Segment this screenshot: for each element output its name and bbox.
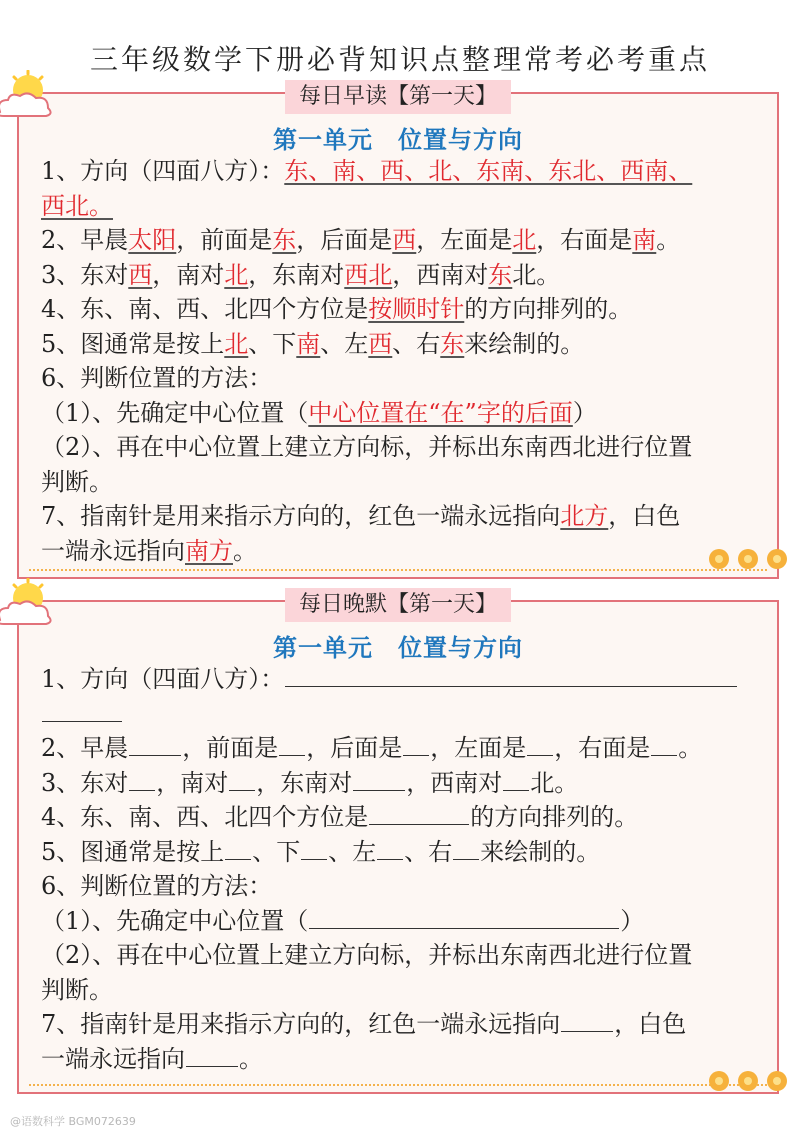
line-text: ） [572,398,597,427]
line-text: 、下 [248,329,297,358]
line-text: 、左 [320,329,369,358]
line-text: 。 [239,1044,263,1073]
line-text: ，白色 [614,1010,687,1038]
line-text: ，白色 [608,502,681,530]
fill-blank[interactable] [503,768,529,791]
fill-blank[interactable] [225,837,251,860]
line-text: （2）、再在中心位置上建立方向标，并标出东南西北进行位置 [41,941,693,969]
line-text: 。 [678,734,703,762]
answer-text: 北 [224,329,249,358]
line-text: （2）、再在中心位置上建立方向标，并标出东南西北进行位置 [41,433,693,461]
line-text: 3、东对 [41,260,129,289]
line-text: 北。 [530,768,579,797]
line-text: 6、判断位置的方法： [41,364,273,392]
text-line [41,766,766,801]
text-line [41,396,766,431]
text-line [41,662,766,697]
line-text: ，左面是 [416,226,513,254]
fill-blank[interactable] [651,733,677,756]
line-text: 6、判断位置的方法： [41,872,273,900]
line-text: 一端永远指向 [41,536,185,565]
line-text: ，左面是 [430,734,527,762]
line-text: 7、指南针是用来指示方向的，红色一端永远指向 [41,502,561,530]
answer-text: 东 [440,329,465,358]
text-line [41,835,766,870]
answer-text: 东 [272,226,297,254]
text-line [41,430,766,465]
line-text: 、下 [252,837,301,866]
answer-text: 西 [368,329,393,358]
line-text: ，右面是 [536,226,633,254]
text-line [41,1042,766,1077]
line-text: 。 [233,536,257,565]
line-text: ，前面是 [176,226,273,254]
text-line [41,499,766,534]
answer-text: 按顺时针 [368,295,465,323]
answer-text: 西北。 [41,191,113,220]
fill-blank[interactable] [527,733,553,756]
text-line [41,465,766,500]
text-line [41,189,766,224]
line-text: 的方向排列的。 [470,803,639,831]
evening-tab: 每日晚默【第一天】 [285,588,511,622]
text-line [41,731,766,766]
sun-cloud-icon [0,70,60,120]
line-text: 7、指南针是用来指示方向的，红色一端永远指向 [41,1010,561,1038]
line-text: ，西南对 [392,260,489,289]
fill-blank[interactable] [186,1044,238,1067]
fill-blank[interactable] [353,768,405,791]
dotted-divider [29,569,767,571]
line-text: ，前面是 [182,734,279,762]
line-text: 判断。 [41,467,113,496]
answer-text: 中心位置在“在”字的后面 [308,398,573,427]
morning-reading-panel [17,84,779,579]
line-text: 的方向排列的。 [464,295,633,323]
answer-text: 南 [632,226,657,254]
evening-lines [41,662,766,1076]
line-text: 来绘制的。 [464,329,585,358]
text-line [41,223,766,258]
sun-cloud-icon [0,578,60,628]
line-text: （1）、先确定中心位置（ [41,906,309,935]
text-line [41,973,766,1008]
answer-text: 北 [512,226,537,254]
line-text: ，后面是 [306,734,403,762]
text-line [41,904,766,939]
text-line [41,1007,766,1042]
text-line [41,258,766,293]
answer-text: 南 [296,329,321,358]
answer-text: 南方 [185,536,233,565]
fill-blank[interactable] [285,664,737,687]
line-text: ，南对 [152,260,225,289]
line-text: 、右 [404,837,453,866]
fill-blank[interactable] [129,768,155,791]
answer-text: 太阳 [128,226,177,254]
evening-dictation-panel [17,592,779,1094]
line-text: （1）、先确定中心位置（ [41,398,309,427]
line-text: 5、图通常是按上 [41,329,225,358]
fill-blank[interactable] [561,1009,613,1032]
line-text: ） [620,906,645,935]
footer-watermark: @语数科学 BGM072639 [10,1115,136,1128]
answer-text: 西北 [344,260,393,289]
line-text: ，东南对 [248,260,345,289]
line-text: 来绘制的。 [480,837,601,866]
text-line [41,938,766,973]
morning-unit-title: 第一单元 位置与方向 [273,125,523,154]
morning-lines [41,154,766,568]
line-text: ，右面是 [554,734,651,762]
fill-blank[interactable] [279,733,305,756]
line-text: 4、东、南、西、北四个方位是 [41,803,369,831]
morning-tab: 每日早读【第一天】 [285,80,511,114]
answer-text: 北 [224,260,249,289]
line-text: 判断。 [41,975,113,1004]
evening-unit-title: 第一单元 位置与方向 [273,633,523,662]
text-line [41,534,766,569]
line-text: 。 [656,226,681,254]
line-text: 3、东对 [41,768,129,797]
text-line [41,327,766,362]
line-text: 2、早晨 [41,734,129,762]
text-line [41,361,766,396]
line-text: 、右 [392,329,441,358]
line-text: 、左 [328,837,377,866]
line-text: 5、图通常是按上 [41,837,225,866]
answer-text: 东、南、西、北、东南、东北、西南、 [284,157,693,185]
fill-blank[interactable] [377,837,403,860]
line-text: 4、东、南、西、北四个方位是 [41,295,369,323]
line-text: ，西南对 [406,768,503,797]
answer-text: 北方 [560,502,609,530]
fill-blank[interactable] [129,733,181,756]
line-text: 1、方向（四面八方）： [41,665,285,693]
answer-text: 西 [128,260,153,289]
text-line [41,154,766,189]
text-line [41,292,766,327]
fill-blank[interactable] [403,733,429,756]
line-text: 2、早晨 [41,226,129,254]
line-text: 一端永远指向 [41,1044,185,1073]
line-text: 1、方向（四面八方）： [41,157,285,185]
fill-blank[interactable] [42,699,122,722]
answer-text: 西 [392,226,417,254]
dotted-divider [29,1084,767,1086]
answer-text: 东 [488,260,513,289]
page-title: 三年级数学下册必背知识点整理常考必考重点 [89,43,710,76]
fill-blank[interactable] [229,768,255,791]
line-text: 北。 [512,260,561,289]
line-text: ，东南对 [256,768,353,797]
flowers-icon [706,1068,790,1094]
line-text: ，南对 [156,768,229,797]
fill-blank[interactable] [309,906,619,929]
fill-blank[interactable] [301,837,327,860]
text-line [41,869,766,904]
text-line [41,800,766,835]
text-line [41,697,766,732]
fill-blank[interactable] [453,837,479,860]
fill-blank[interactable] [369,802,469,825]
line-text: ，后面是 [296,226,393,254]
flowers-icon [706,546,790,572]
